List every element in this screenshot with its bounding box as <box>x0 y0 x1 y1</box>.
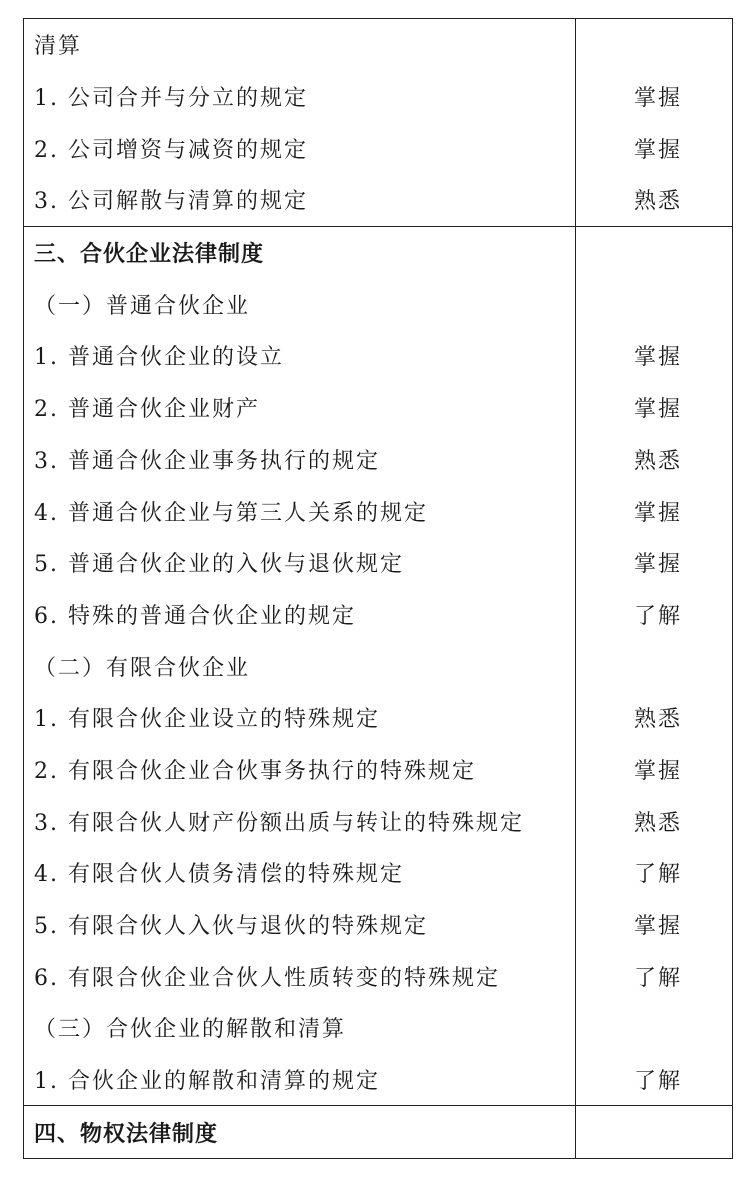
level-label <box>576 640 732 692</box>
level-label <box>576 19 732 71</box>
level-label: 掌握 <box>633 86 682 112</box>
level-label <box>576 227 732 279</box>
level-label: 掌握 <box>633 552 682 578</box>
topic-line: 4. 有限合伙人债务清偿的特殊规定 <box>34 862 404 888</box>
level-label: 熟悉 <box>633 448 682 474</box>
level-label: 掌握 <box>633 758 682 784</box>
level-label: 熟悉 <box>633 707 682 733</box>
level-label: 了解 <box>633 1069 682 1095</box>
subsection-heading: （二）有限合伙企业 <box>34 655 251 681</box>
topic-line: 1. 普通合伙企业的设立 <box>34 345 284 371</box>
level-label <box>576 1002 732 1054</box>
level-label: 了解 <box>633 965 682 991</box>
level-cell <box>576 226 733 1106</box>
level-label: 掌握 <box>633 500 682 526</box>
level-label: 掌握 <box>633 397 682 423</box>
topic-line: 1. 合伙企业的解散和清算的规定 <box>34 1069 380 1095</box>
level-cell <box>576 1106 733 1159</box>
topic-cell <box>24 19 576 227</box>
topic-line: 2. 公司增资与减资的规定 <box>34 137 308 163</box>
section-row-1 <box>24 19 733 227</box>
level-label: 熟悉 <box>633 189 682 215</box>
section-heading: 三、合伙企业法律制度 <box>34 242 265 268</box>
subsection-heading: （一）普通合伙企业 <box>34 293 251 319</box>
level-label <box>576 278 732 330</box>
topic-line: 3. 公司解散与清算的规定 <box>34 189 308 215</box>
level-label: 熟悉 <box>633 810 682 836</box>
topic-line: 1. 公司合并与分立的规定 <box>34 86 308 112</box>
level-label: 了解 <box>633 862 682 888</box>
topic-line: 6. 有限合伙企业合伙人性质转变的特殊规定 <box>34 965 500 991</box>
topic-cell <box>24 1106 576 1159</box>
syllabus-table <box>23 18 733 1159</box>
subsection-heading: （三）合伙企业的解散和清算 <box>34 1017 347 1043</box>
level-cell <box>576 19 733 227</box>
topic-line: 6. 特殊的普通合伙企业的规定 <box>34 603 356 629</box>
topic-line: 清算 <box>34 34 83 60</box>
level-label <box>576 1106 732 1158</box>
topic-line: 3. 普通合伙企业事务执行的规定 <box>34 448 380 474</box>
topic-cell <box>24 226 576 1106</box>
section-heading: 四、物权法律制度 <box>34 1121 219 1147</box>
topic-line: 5. 普通合伙企业的入伙与退伙规定 <box>34 552 404 578</box>
section-row-2 <box>24 226 733 1106</box>
topic-line: 1. 有限合伙企业设立的特殊规定 <box>34 707 380 733</box>
level-label: 掌握 <box>633 345 682 371</box>
topic-line: 2. 有限合伙企业合伙事务执行的特殊规定 <box>34 758 476 784</box>
topic-line: 4. 普通合伙企业与第三人关系的规定 <box>34 500 428 526</box>
topic-line: 2. 普通合伙企业财产 <box>34 397 260 423</box>
section-row-3 <box>24 1106 733 1159</box>
level-label: 掌握 <box>633 914 682 940</box>
level-label: 了解 <box>633 603 682 629</box>
level-label: 掌握 <box>633 137 682 163</box>
topic-line: 3. 有限合伙人财产份额出质与转让的特殊规定 <box>34 810 524 836</box>
topic-line: 5. 有限合伙人入伙与退伙的特殊规定 <box>34 914 428 940</box>
